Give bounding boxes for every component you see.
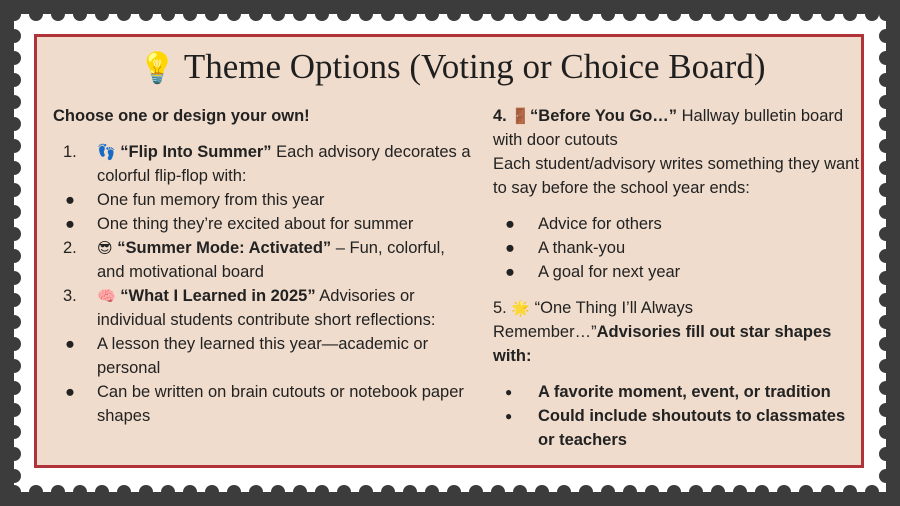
bullet-text: A lesson they learned this year—academic or personal: [97, 335, 429, 377]
bullet: ●: [65, 383, 75, 401]
item-title: “One Thing I’ll Always Remember…”: [493, 299, 693, 341]
bullet-text: One thing they’re excited about for summer: [97, 215, 414, 233]
item-desc: Each advisory decorates a colorful flip-flop with:: [97, 143, 471, 185]
bullet: ●: [505, 263, 515, 281]
list-item: [493, 236, 865, 260]
item-extra: Each student/advisory writes something they want to say before the school year ends:: [493, 155, 859, 197]
bullet: ●: [505, 385, 513, 399]
bullet: ●: [65, 215, 75, 233]
list-item: [53, 332, 473, 380]
bullet: ●: [505, 239, 515, 257]
lightbulb-icon: 💡: [138, 52, 176, 85]
bullet-text: A goal for next year: [538, 263, 681, 281]
item-desc: Hallway bulletin board with door cutouts: [493, 107, 844, 149]
bullet: ●: [65, 335, 75, 353]
door-icon: 🚪: [511, 107, 531, 125]
item-number: 3.: [63, 287, 77, 305]
bullet: ●: [505, 409, 513, 423]
item-desc: – Fun, colorful, and motivational board: [97, 239, 445, 281]
bullet-text: A favorite moment, event, or tradition: [538, 383, 831, 401]
item-title: “What I Learned in 2025”: [120, 287, 316, 305]
title-text: Theme Options (Voting or Choice Board): [183, 47, 766, 86]
item-desc: Advisories fill out star shapes with:: [493, 323, 832, 365]
left-column: [53, 104, 473, 428]
list-item-3: [53, 284, 473, 332]
stamp-card: [34, 34, 864, 468]
bullet-text: Advice for others: [538, 215, 662, 233]
item-number: 5.: [493, 299, 507, 317]
bullet: ●: [65, 191, 75, 209]
list-item: [493, 212, 865, 236]
bullet-text: A thank-you: [538, 239, 626, 257]
list-item: [493, 404, 865, 452]
bullet: ●: [505, 215, 515, 233]
bullet-text: Can be written on brain cutouts or notebook paper shapes: [97, 383, 464, 425]
list-item-2: [53, 236, 473, 284]
list-item: [53, 188, 473, 212]
item-title: “Before You Go…”: [530, 107, 678, 125]
right-column: [493, 104, 865, 452]
item-4: [493, 104, 865, 152]
list-item: [493, 260, 865, 284]
bullet-text: Could include shoutouts to classmates or teachers: [538, 407, 846, 449]
intro-text: Choose one or design your own!: [53, 107, 310, 125]
brain-icon: 🧠: [97, 287, 116, 305]
list-item: [53, 212, 473, 236]
item-desc: Advisories or individual students contribute short reflections:: [97, 287, 436, 329]
list-item: [493, 380, 865, 404]
item-title: “Flip Into Summer”: [120, 143, 272, 161]
item-5: [493, 296, 865, 368]
item-number: 1.: [63, 143, 77, 161]
star-icon: 🌟: [511, 299, 531, 317]
item-number: 4.: [493, 107, 507, 125]
list-item: [53, 380, 473, 428]
bullet-text: One fun memory from this year: [97, 191, 325, 209]
sunglasses-icon: 😎: [97, 239, 113, 257]
item-title: “Summer Mode: Activated”: [117, 239, 332, 257]
feet-icon: 👣: [97, 143, 116, 161]
list-item-1: [53, 140, 473, 188]
page-title: [37, 47, 867, 87]
item-number: 2.: [63, 239, 77, 257]
